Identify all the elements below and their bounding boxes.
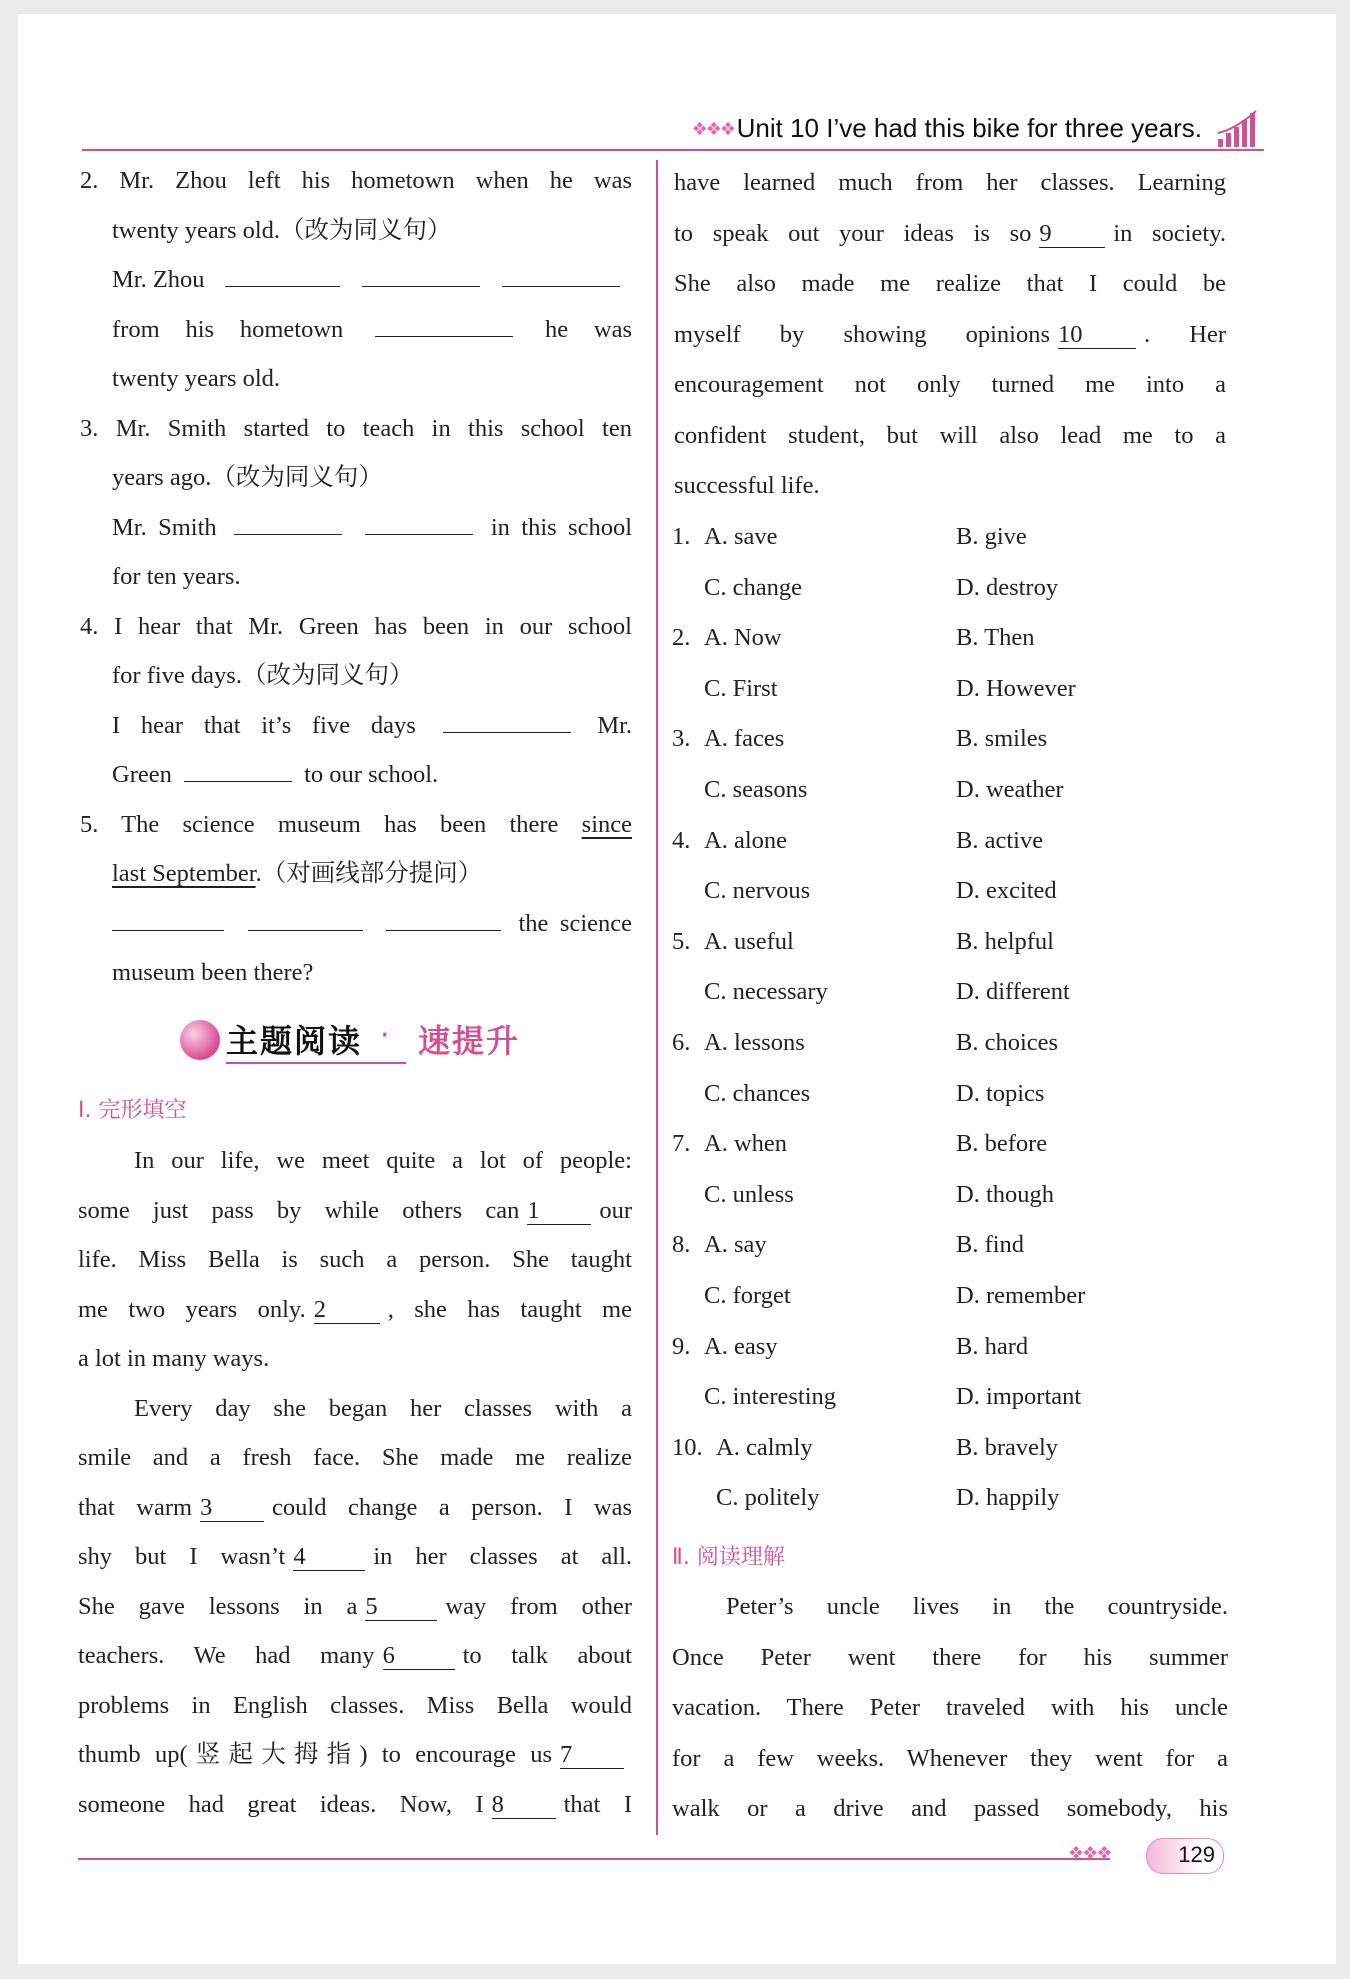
option-row — [672, 917, 1232, 968]
option-b[interactable]: B. Then — [956, 624, 1035, 652]
passage-line: a lot in many ways. — [78, 1345, 270, 1372]
q2-text: he was — [544, 315, 633, 343]
passage-line — [78, 1631, 632, 1681]
passage-line — [78, 1285, 632, 1335]
passage-line: She also made me realize that I could be — [674, 270, 1226, 297]
q2-line2: twenty years old.（改为同义句） — [112, 216, 452, 244]
numbered-blank: 6 — [383, 1643, 455, 1670]
passage-line: have learned much from her classes. Learning — [674, 169, 1226, 196]
q2-text: from his hometown — [112, 315, 344, 343]
option-d[interactable]: D. different — [956, 978, 1070, 1006]
option-d[interactable]: D. However — [956, 674, 1076, 702]
option-c[interactable]: C. chances — [704, 1079, 811, 1107]
q5-text: 5. The science museum has been there — [80, 810, 559, 838]
banner-subtitle: 速提升 — [418, 1022, 521, 1060]
option-c[interactable]: C. interesting — [704, 1383, 837, 1411]
option-a[interactable]: A. save — [704, 523, 778, 550]
option-row — [672, 664, 1232, 715]
reading-line: Once Peter went there for his summer — [672, 1643, 1228, 1671]
cloze-passage — [78, 1086, 632, 1829]
passage-text: , she has taught me — [387, 1295, 632, 1323]
option-row — [672, 563, 1232, 614]
q3-line4: for ten years. — [112, 563, 241, 590]
option-b[interactable]: B. bravely — [956, 1433, 1059, 1461]
reading-line: Peter’s uncle lives in the countryside. — [726, 1593, 1228, 1620]
option-row — [672, 1018, 1232, 1069]
diamond-icon: ❖❖❖ — [691, 119, 734, 140]
option-d[interactable]: D. important — [956, 1383, 1082, 1411]
answer-blank[interactable] — [234, 508, 342, 535]
option-b[interactable]: B. hard — [956, 1332, 1029, 1360]
answer-blank[interactable] — [184, 755, 292, 782]
option-row — [672, 1170, 1232, 1221]
passage-text: way from other — [445, 1592, 632, 1620]
underlined-phrase: last September — [112, 860, 256, 887]
page-number: 129 — [1178, 1842, 1215, 1867]
question-number: 4. — [672, 826, 691, 854]
option-c[interactable]: C. nervous — [704, 877, 811, 905]
banner-dot: · — [380, 1018, 390, 1053]
numbered-blank: 5 — [365, 1594, 437, 1621]
option-b[interactable]: B. choices — [956, 1028, 1059, 1056]
answer-blank[interactable] — [443, 706, 571, 733]
signal-bars-icon — [1216, 109, 1264, 147]
numbered-blank: 3 — [200, 1495, 264, 1522]
q5-line4: museum been there? — [112, 959, 314, 986]
answer-blank[interactable] — [248, 904, 363, 931]
q5-text: .（对画线部分提问） — [255, 860, 483, 887]
option-row — [672, 765, 1232, 816]
question-number: 1. — [672, 523, 691, 550]
passage-text: to speak out your ideas is so — [674, 219, 1032, 247]
section-heading-reading: Ⅱ. 阅读理解 — [672, 1545, 785, 1570]
passage-text: thumb up(竖起大拇指) to encourage us — [78, 1741, 552, 1768]
option-row — [672, 1220, 1232, 1271]
option-a[interactable]: A. alone — [704, 826, 787, 854]
q4-text: Green — [112, 761, 172, 788]
numbered-blank: 10 — [1058, 322, 1136, 349]
right-column-passage — [674, 158, 1226, 512]
passage-text: She gave lessons in a — [78, 1592, 358, 1620]
passage-line — [78, 1483, 632, 1533]
option-b[interactable]: B. smiles — [956, 725, 1048, 753]
unit-title: Unit 10 I’ve had this bike for three years. — [736, 113, 1202, 143]
question-number: 7. — [672, 1130, 691, 1158]
q2-line1: 2. Mr. Zhou left his hometown when he was — [80, 167, 632, 194]
pink-ball-icon — [180, 1020, 220, 1060]
option-a[interactable]: A. when — [704, 1130, 788, 1158]
question-number: 10. — [672, 1433, 703, 1461]
passage-text: myself by showing opinions — [674, 320, 1051, 348]
section-banner — [180, 1010, 560, 1070]
reading-section — [672, 1534, 1228, 1835]
q2-line5: twenty years old. — [112, 365, 281, 392]
option-a[interactable]: A. calmly — [716, 1433, 813, 1461]
option-c[interactable]: C. necessary — [704, 978, 828, 1006]
option-b[interactable]: B. find — [956, 1231, 1025, 1259]
passage-text: me two years only. — [78, 1295, 306, 1323]
numbered-blank: 9 — [1039, 221, 1105, 248]
question-number: 9. — [672, 1332, 691, 1360]
option-row — [672, 714, 1232, 765]
column-divider — [656, 160, 658, 1835]
q2-prefix: Mr. Zhou — [112, 266, 205, 293]
reading-line: vacation. There Peter traveled with his uncle — [672, 1694, 1228, 1722]
option-c[interactable]: C. politely — [716, 1484, 820, 1512]
passage-line — [78, 1780, 632, 1830]
option-row — [672, 1119, 1232, 1170]
passage-line: life. Miss Bella is such a person. She taught — [78, 1246, 632, 1273]
option-d[interactable]: D. destroy — [956, 573, 1059, 601]
q4-line1: 4. I hear that Mr. Green has been in our school — [80, 612, 632, 640]
passage-line: confident student, but will also lead me to a — [674, 421, 1226, 449]
answer-blank[interactable] — [112, 904, 224, 931]
numbered-blank: 7 — [560, 1742, 624, 1769]
q5-line3 — [80, 899, 632, 949]
option-row — [672, 512, 1232, 563]
q4-line3 — [80, 701, 632, 751]
option-row — [672, 967, 1232, 1018]
option-a[interactable]: A. faces — [704, 725, 785, 753]
passage-line: smile and a fresh face. She made me realize — [78, 1444, 632, 1471]
option-c[interactable]: C. First — [704, 674, 778, 702]
passage-line — [78, 1186, 632, 1236]
q3-text: in this school — [490, 513, 633, 541]
option-c[interactable]: C. forget — [704, 1281, 791, 1309]
passage-line — [78, 1730, 632, 1780]
q4-text: to our school. — [304, 761, 439, 788]
q5-line2 — [80, 849, 632, 899]
option-a[interactable]: A. lessons — [704, 1028, 805, 1056]
option-row — [672, 816, 1232, 867]
option-d[interactable]: D. topics — [956, 1079, 1045, 1107]
passage-line: problems in English classes. Miss Bella would — [78, 1691, 632, 1719]
option-c[interactable]: C. unless — [704, 1180, 794, 1208]
passage-line: successful life. — [674, 472, 820, 499]
option-b[interactable]: B. active — [956, 826, 1044, 854]
banner-underline — [226, 1062, 406, 1064]
q3-line1: 3. Mr. Smith started to teach in this school ten — [80, 414, 632, 442]
passage-line — [78, 1582, 632, 1632]
answer-options-list — [672, 512, 1232, 1524]
q4-text: Mr. — [597, 711, 633, 739]
option-row — [672, 1473, 1232, 1524]
passage-text: could change a person. I was — [272, 1493, 632, 1521]
passage-text: someone had great ideas. Now, I — [78, 1790, 484, 1818]
section-heading-cloze: Ⅰ. 完形填空 — [78, 1098, 187, 1123]
passage-line — [78, 1532, 632, 1582]
question-number: 2. — [672, 624, 691, 652]
option-row — [672, 1271, 1232, 1322]
option-c[interactable]: C. seasons — [704, 775, 808, 803]
option-row — [672, 1423, 1232, 1474]
q3-line3 — [80, 503, 632, 553]
underlined-phrase: since — [581, 810, 632, 838]
option-a[interactable]: A. easy — [704, 1332, 778, 1360]
option-a[interactable]: A. useful — [704, 927, 794, 955]
answer-blank[interactable] — [365, 508, 473, 535]
q2-line3 — [80, 255, 632, 305]
q5-text: the science — [518, 909, 633, 937]
option-b[interactable]: B. before — [956, 1130, 1048, 1158]
q3-line2: years ago.（改为同义句） — [112, 464, 383, 491]
passage-text: our — [599, 1196, 632, 1224]
option-c[interactable]: C. change — [704, 573, 802, 601]
option-row — [672, 1069, 1232, 1120]
option-row — [672, 866, 1232, 917]
reading-line: for a few weeks. Whenever they went for a — [672, 1744, 1228, 1772]
passage-text: to talk about — [462, 1642, 632, 1669]
q4-line4 — [80, 750, 632, 800]
q4-text: I hear that it’s five days — [112, 711, 416, 739]
passage-text: some just pass by while others can — [78, 1196, 520, 1224]
passage-text: . Her — [1144, 320, 1226, 348]
passage-text: that I — [563, 1790, 632, 1818]
answer-blank[interactable] — [386, 904, 501, 931]
option-a[interactable]: A. Now — [704, 624, 782, 652]
answer-blank[interactable] — [502, 260, 620, 287]
diamond-icon: ❖❖❖ — [1068, 1843, 1111, 1864]
option-d[interactable]: D. excited — [956, 877, 1057, 905]
answer-blank[interactable] — [362, 260, 480, 287]
question-number: 5. — [672, 927, 691, 955]
page-header — [82, 101, 1264, 151]
answer-blank[interactable] — [225, 260, 340, 287]
option-a[interactable]: A. say — [704, 1231, 767, 1259]
passage-line — [674, 310, 1226, 361]
footer-rule — [78, 1858, 1110, 1860]
option-d[interactable]: D. weather — [956, 775, 1064, 803]
passage-line: Every day she began her classes with a — [134, 1394, 632, 1422]
left-column-exercises — [80, 156, 632, 998]
answer-blank[interactable] — [375, 310, 513, 337]
option-b[interactable]: B. give — [956, 523, 1027, 550]
question-number: 3. — [672, 725, 691, 753]
passage-line: encouragement not only turned me into a — [674, 371, 1226, 398]
question-number: 6. — [672, 1028, 691, 1056]
passage-text: teachers. We had many — [78, 1642, 375, 1669]
question-number: 8. — [672, 1231, 691, 1259]
option-row — [672, 1372, 1232, 1423]
passage-line — [674, 209, 1226, 260]
option-d[interactable]: D. happily — [956, 1484, 1060, 1512]
passage-text: shy but I wasn’t — [78, 1543, 286, 1570]
passage-text: that warm — [78, 1493, 193, 1521]
numbered-blank: 8 — [492, 1792, 556, 1819]
passage-text: in society. — [1113, 219, 1226, 247]
option-b[interactable]: B. helpful — [956, 927, 1054, 955]
q2-line4 — [80, 305, 632, 355]
reading-line: walk or a drive and passed somebody, his — [672, 1795, 1228, 1823]
numbered-blank: 1 — [527, 1198, 591, 1225]
numbered-blank: 4 — [293, 1544, 365, 1571]
q3-text: Mr. Smith — [112, 513, 217, 541]
option-row — [672, 613, 1232, 664]
q5-line1 — [80, 800, 632, 850]
option-row — [672, 1322, 1232, 1373]
option-d[interactable]: D. remember — [956, 1281, 1086, 1309]
banner-title: 主题阅读 — [226, 1022, 363, 1060]
page-number-badge — [1146, 1838, 1224, 1874]
q4-line2: for five days.（改为同义句） — [112, 662, 414, 689]
numbered-blank: 2 — [314, 1297, 380, 1324]
passage-text: in her classes at all. — [373, 1543, 632, 1570]
passage-line: In our life, we meet quite a lot of people: — [134, 1147, 632, 1174]
option-d[interactable]: D. though — [956, 1180, 1054, 1208]
